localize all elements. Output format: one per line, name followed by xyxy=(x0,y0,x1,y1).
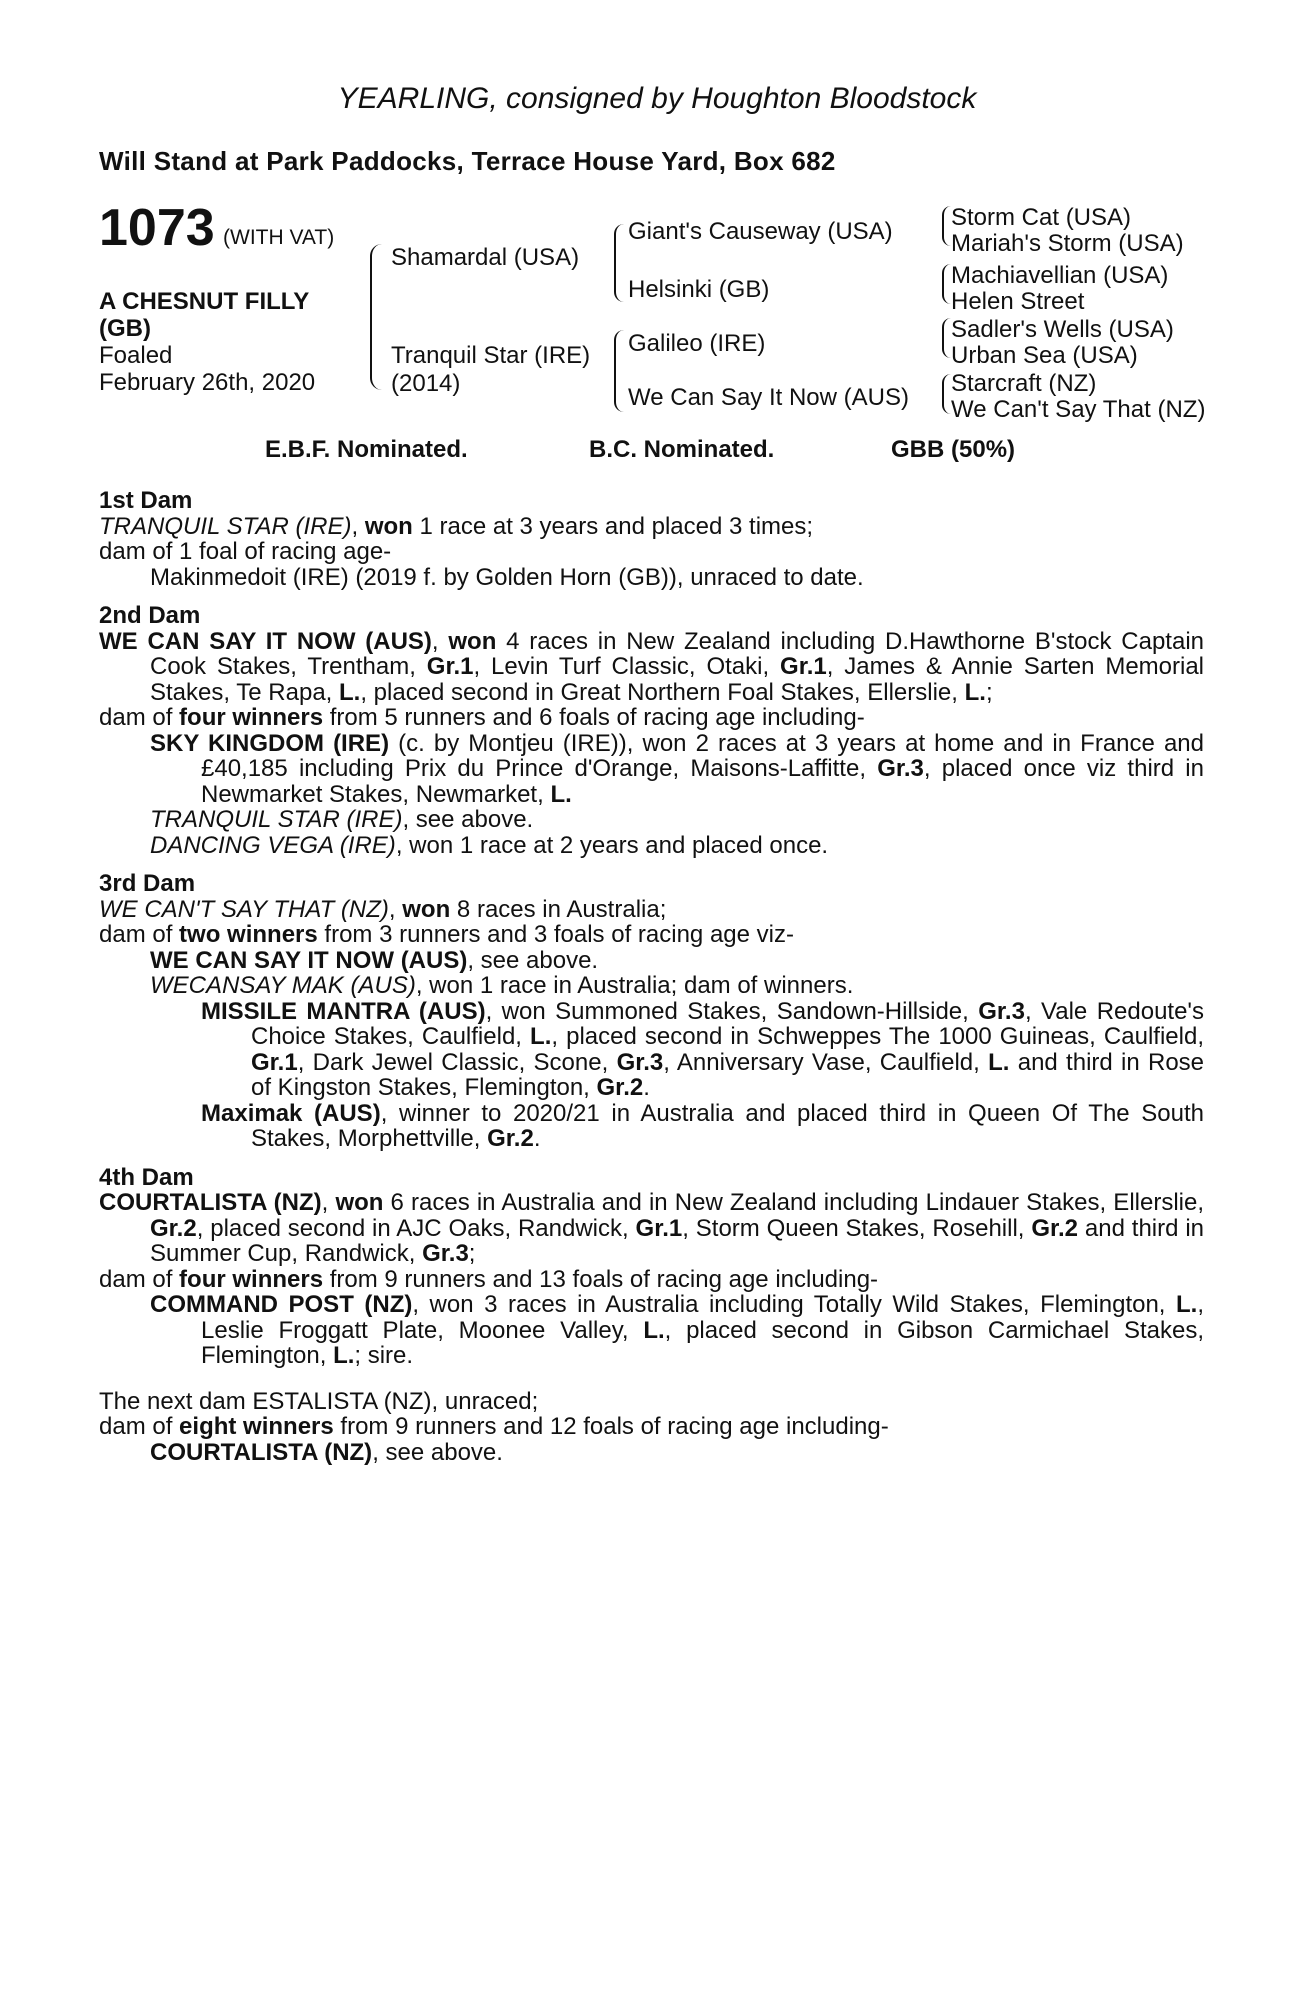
dam2-progeny-3: DANCING VEGA (IRE), won 1 race at 2 years and placed once. xyxy=(150,831,829,859)
pedigree-notes xyxy=(99,488,1204,1465)
pedigree-dam-dam: We Can Say It Now (AUS) xyxy=(628,384,909,411)
pedigree-sss: Storm Cat (USA) xyxy=(951,204,1132,231)
catalogue-header: YEARLING, consigned by Houghton Bloodstock xyxy=(337,82,977,115)
pedigree-dss: Sadler's Wells (USA) xyxy=(951,316,1174,343)
next-dam-line: The next dam ESTALISTA (NZ), unraced; xyxy=(99,1387,539,1415)
section-heading-4th-dam: 4th Dam xyxy=(99,1163,194,1191)
dam3-progeny-1: WE CAN SAY IT NOW (AUS), see above. xyxy=(150,946,599,974)
horse-description xyxy=(99,288,315,396)
pedigree-dam-sire: Galileo (IRE) xyxy=(628,330,766,357)
pedigree-sdd: Helen Street xyxy=(951,288,1085,315)
pedigree-sds: Machiavellian (USA) xyxy=(951,262,1169,289)
pedigree-brace-dd xyxy=(942,374,951,414)
foaled-label: Foaled xyxy=(99,342,173,369)
dam3-grandprogeny-2: Maximak (AUS), winner to 2020/21 in Australia and placed third in Queen Of The South Stakes, Morphettville, Gr.2. xyxy=(201,1099,1204,1152)
dam1-record: TRANQUIL STAR (IRE), won 1 race at 3 years and placed 3 times; xyxy=(99,512,814,540)
dam3-progeny-2: WECANSAY MAK (AUS), won 1 race in Australia; dam of winners. xyxy=(150,972,854,999)
next-dam-progeny-1: COURTALISTA (NZ), see above. xyxy=(150,1438,503,1466)
pedigree-dsd: Urban Sea (USA) xyxy=(951,342,1138,369)
pedigree-ssd: Mariah's Storm (USA) xyxy=(951,230,1184,257)
pedigree-brace-ss xyxy=(942,206,951,246)
pedigree-ddd: We Can't Say That (NZ) xyxy=(951,396,1206,423)
gbb-note: GBB (50%) xyxy=(891,436,1016,463)
pedigree-brace-main xyxy=(370,244,382,390)
next-dam-produce-summary: dam of eight winners from 9 runners and 12 foals of racing age including- xyxy=(99,1413,889,1440)
section-heading-1st-dam: 1st Dam xyxy=(99,487,193,514)
dam1-foal: Makinmedoit (IRE) (2019 f. by Golden Horn (GB)), unraced to date. xyxy=(150,563,864,591)
pedigree-brace-sire xyxy=(614,224,624,302)
pedigree-sire: Shamardal (USA) xyxy=(391,244,580,271)
dam2-produce-summary: dam of four winners from 5 runners and 6 foals of racing age including- xyxy=(99,704,865,731)
lot-number: 1073 xyxy=(99,199,215,257)
dam3-record: WE CAN'T SAY THAT (NZ), won 8 races in Australia; xyxy=(99,895,667,923)
dam3-grandprogeny-1: MISSILE MANTRA (AUS), won Summoned Stakes, Sandown-Hillside, Gr.3, Vale Redoute's Choice Stakes, Caulfield, L., placed second in Schweppes The 1000 Guineas, Caulfield, Gr.1, Dark Jewel Classic, Scone, Gr.3, Anniversary Vase, Caulfield, L. and third in Rose of Kingston Stakes, Flemington, Gr.2. xyxy=(201,997,1205,1101)
dam3-produce-summary: dam of two winners from 3 runners and 3 foals of racing age viz- xyxy=(99,921,794,948)
bc-nomination: B.C. Nominated. xyxy=(589,436,775,463)
section-heading-2nd-dam: 2nd Dam xyxy=(99,602,201,629)
dam4-record: COURTALISTA (NZ), won 6 races in Australia and in New Zealand including Lindauer Stakes, Ellerslie, Gr.2, placed second in AJC Oaks, Randwick, Gr.1, Storm Queen Stakes, Rosehill, Gr.2 and third in Summer Cup, Randwick, Gr.3; xyxy=(99,1189,1204,1267)
horse-sex: A CHESNUT FILLY xyxy=(99,288,310,315)
dam2-record: WE CAN SAY IT NOW (AUS), won 4 races in New Zealand including D.Hawthorne B'stock Captain Cook Stakes, Trentham, Gr.1, Levin Turf Classic, Otaki, Gr.1, James & Annie Sarten Memorial Stakes, Te Rapa, L., placed second in Great Northern Foal Stakes, Ellerslie, L.; xyxy=(99,627,1205,706)
section-heading-3rd-dam: 3rd Dam xyxy=(99,870,196,897)
pedigree-dam: Tranquil Star (IRE) xyxy=(391,342,591,369)
dam2-progeny-2: TRANQUIL STAR (IRE), see above. xyxy=(150,806,534,833)
pedigree-sire-dam: Helsinki (GB) xyxy=(628,276,770,303)
vat-note: (WITH VAT) xyxy=(223,226,335,249)
dam1-produce-summary: dam of 1 foal of racing age- xyxy=(99,538,392,565)
pedigree-dam-year: (2014) xyxy=(391,370,461,397)
stand-location: Will Stand at Park Paddocks, Terrace House Yard, Box 682 xyxy=(99,146,836,176)
pedigree-sire-sire: Giant's Causeway (USA) xyxy=(628,218,893,245)
pedigree-brace-sd xyxy=(942,264,951,304)
pedigree-brace-dam xyxy=(614,330,624,412)
ebf-nomination: E.B.F. Nominated. xyxy=(265,436,468,463)
dam4-progeny-1: COMMAND POST (NZ), won 3 races in Australia including Totally Wild Stakes, Flemington, L., Leslie Froggatt Plate, Moonee Valley, L., placed second in Gibson Carmichael Stakes, Flemington, L.; sire. xyxy=(150,1291,1205,1369)
pedigree-dds: Starcraft (NZ) xyxy=(951,370,1097,397)
pedigree-brace-ds xyxy=(942,318,951,358)
foaled-date: February 26th, 2020 xyxy=(99,369,316,396)
dam4-produce-summary: dam of four winners from 9 runners and 13 foals of racing age including- xyxy=(99,1265,879,1293)
dam2-progeny-1: SKY KINGDOM (IRE) (c. by Montjeu (IRE)), won 2 races at 3 years at home and in France and £40,185 including Prix du Prince d'Orange, Maisons-Laffitte, Gr.3, placed once viz third in Newmarket Stakes, Newmarket, L. xyxy=(150,729,1205,808)
horse-origin: (GB) xyxy=(99,315,151,342)
